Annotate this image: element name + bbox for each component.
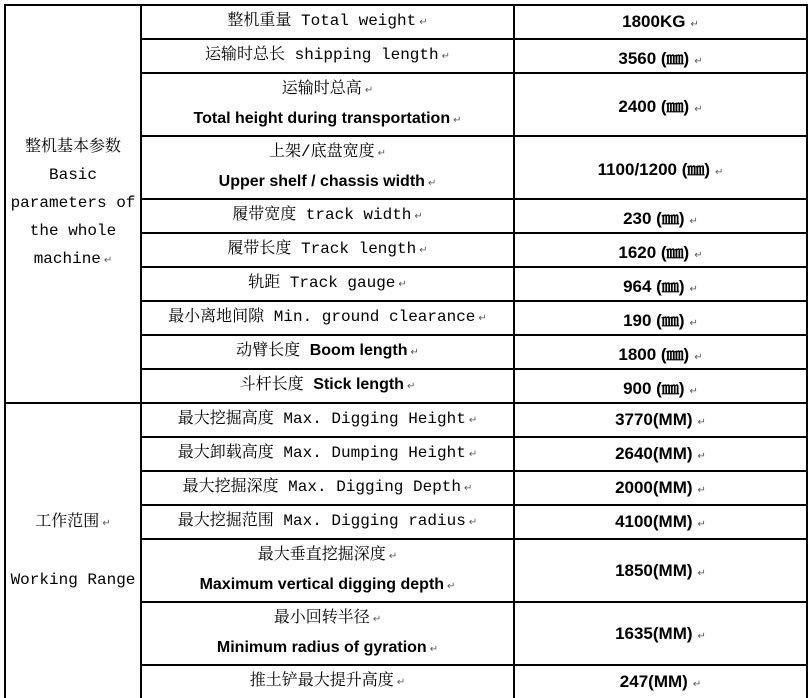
value-text: 1800KG [622, 12, 686, 31]
return-mark-icon: ↵ [103, 255, 113, 266]
category-label: parameters of [10, 194, 136, 212]
param-line [142, 138, 513, 168]
return-mark-icon: ↵ [697, 417, 706, 428]
value-cell [514, 136, 807, 199]
return-mark-icon: ↵ [398, 279, 407, 290]
return-mark-icon: ↵ [690, 19, 699, 30]
param-cell [141, 539, 514, 602]
param-cell [141, 403, 514, 437]
category-line [6, 189, 140, 217]
param-line [142, 571, 513, 601]
return-mark-icon: ↵ [689, 283, 698, 295]
param-line [142, 235, 513, 265]
param-line [142, 371, 513, 401]
param-text: Maximum vertical digging depth [199, 575, 445, 593]
param-text: 最大挖掘范围 Max. Digging radius [177, 512, 466, 530]
category-line [6, 161, 140, 189]
category-cell [5, 5, 141, 403]
value-text: 964 (㎜) [623, 276, 685, 296]
category-line [6, 133, 140, 161]
category-label [68, 543, 78, 561]
category-line [6, 566, 140, 594]
param-cell [141, 369, 514, 403]
value-cell [514, 301, 807, 335]
value-text: 230 (㎜) [623, 208, 685, 228]
value-cell [514, 403, 807, 437]
return-mark-icon: ↵ [697, 519, 706, 530]
return-mark-icon: ↵ [468, 415, 478, 426]
param-line [142, 105, 513, 135]
param-text: Boom length [309, 342, 408, 359]
param-line [142, 667, 513, 697]
category-label: Working Range [10, 571, 136, 589]
return-mark-icon: ↵ [414, 211, 423, 222]
param-cell [141, 73, 514, 136]
spec-row [5, 403, 807, 437]
category-label: the whole [29, 222, 117, 240]
value-text: 900 (㎜) [623, 378, 685, 398]
param-line [142, 604, 513, 634]
param-text: 最小离地间隙 Min. ground clearance [168, 308, 476, 326]
param-text: 整机重量 Total weight [227, 12, 417, 30]
value-cell [514, 199, 807, 233]
param-cell [141, 39, 514, 73]
return-mark-icon: ↵ [419, 245, 428, 256]
return-mark-icon: ↵ [694, 104, 703, 115]
value-cell [514, 335, 807, 369]
param-text: 运输时总高 [281, 79, 362, 98]
value-text: 190 (㎜) [623, 310, 685, 330]
category-line [6, 538, 140, 566]
return-mark-icon: ↵ [364, 84, 374, 96]
param-text: 履带长度 Track length [227, 240, 417, 258]
return-mark-icon: ↵ [388, 550, 398, 562]
value-cell [514, 665, 807, 698]
return-mark-icon: ↵ [453, 114, 462, 126]
value-text: 2640(MM) [615, 444, 693, 463]
return-mark-icon: ↵ [419, 17, 428, 28]
value-text: 2400 (㎜) [618, 97, 690, 116]
param-cell [141, 301, 514, 335]
category-label: 整机基本参数 [24, 138, 121, 156]
param-text: Minimum radius of gyration [216, 638, 427, 656]
param-line [142, 507, 513, 537]
param-cell [141, 665, 514, 698]
return-mark-icon: ↵ [468, 517, 478, 528]
value-text: 1635(MM) [615, 623, 693, 643]
param-cell [141, 136, 514, 199]
param-text: Upper shelf / chassis width [218, 172, 425, 190]
return-mark-icon: ↵ [427, 177, 437, 189]
value-cell [514, 602, 807, 665]
param-line [142, 201, 513, 231]
value-text: 3560 (㎜) [618, 48, 690, 68]
return-mark-icon: ↵ [429, 643, 439, 655]
value-text: 1850(MM) [615, 560, 693, 580]
value-text: 4100(MM) [615, 512, 693, 531]
value-cell [514, 39, 807, 73]
param-text: 最大卸载高度 Max. Dumping Height [177, 444, 466, 462]
value-text: 3770(MM) [615, 410, 693, 429]
param-line [142, 473, 513, 503]
param-line [142, 41, 513, 71]
value-cell [514, 233, 807, 267]
return-mark-icon: ↵ [694, 249, 703, 261]
value-text: 1620 (㎜) [618, 242, 690, 262]
param-line [142, 303, 513, 333]
spec-row [5, 5, 807, 39]
return-mark-icon: ↵ [697, 451, 706, 462]
category-label: machine [33, 250, 101, 268]
value-cell [514, 437, 807, 471]
value-cell [514, 471, 807, 505]
return-mark-icon: ↵ [406, 381, 416, 392]
return-mark-icon: ↵ [697, 630, 706, 642]
param-cell [141, 233, 514, 267]
return-mark-icon: ↵ [464, 483, 473, 494]
return-mark-icon: ↵ [447, 580, 456, 592]
value-text: 2000(MM) [615, 478, 693, 497]
category-label: 工作范围 [35, 513, 100, 531]
param-text: 运输时总长 shipping length [204, 46, 439, 64]
return-mark-icon: ↵ [715, 167, 724, 178]
param-line [142, 168, 513, 198]
return-mark-icon: ↵ [441, 51, 451, 62]
value-text: 1800 (㎜) [618, 344, 690, 364]
return-mark-icon: ↵ [372, 613, 382, 625]
param-line [142, 7, 513, 37]
return-mark-icon: ↵ [468, 449, 478, 460]
param-line [142, 439, 513, 469]
param-cell [141, 335, 514, 369]
category-line [6, 245, 140, 275]
value-cell [514, 267, 807, 301]
param-line [142, 541, 513, 571]
category-cell [5, 403, 141, 698]
return-mark-icon: ↵ [689, 215, 698, 227]
return-mark-icon: ↵ [694, 351, 703, 363]
spec-table [4, 4, 808, 698]
category-label: Basic [48, 166, 97, 184]
param-text: 推土铲最大提升高度 [249, 672, 394, 690]
param-line [142, 269, 513, 299]
param-text: 上架/底盘宽度 [269, 142, 375, 161]
return-mark-icon: ↵ [692, 679, 702, 690]
return-mark-icon: ↵ [102, 518, 111, 529]
category-line [6, 217, 140, 245]
value-cell [514, 369, 807, 403]
value-cell [514, 505, 807, 539]
value-cell [514, 539, 807, 602]
return-mark-icon: ↵ [377, 147, 386, 159]
param-text: 履带宽度 track width [232, 206, 412, 224]
param-line [142, 405, 513, 435]
return-mark-icon: ↵ [478, 313, 487, 324]
param-text: 最大垂直挖掘深度 [257, 545, 386, 564]
value-text: 1100/1200 (㎜) [597, 160, 711, 179]
param-text: 最大挖掘高度 Max. Digging Height [177, 410, 466, 428]
param-text: 最大挖掘深度 Max. Digging Depth [182, 478, 462, 496]
return-mark-icon: ↵ [396, 677, 406, 688]
return-mark-icon: ↵ [694, 55, 703, 67]
return-mark-icon: ↵ [410, 347, 419, 358]
param-text: 最小回转半径 [273, 608, 370, 627]
value-cell [514, 73, 807, 136]
param-cell [141, 267, 514, 301]
param-text: Total height during transportation [193, 109, 451, 127]
param-text: 斗杆长度 [239, 376, 314, 394]
param-line [142, 337, 513, 367]
return-mark-icon: ↵ [689, 385, 698, 397]
param-line [142, 75, 513, 105]
value-cell [514, 5, 807, 39]
param-text: 轨距 Track gauge [248, 274, 396, 292]
return-mark-icon: ↵ [697, 485, 706, 496]
param-cell [141, 471, 514, 505]
param-text: 动臂长度 [236, 342, 310, 360]
category-line [6, 508, 140, 538]
param-cell [141, 199, 514, 233]
return-mark-icon: ↵ [697, 567, 706, 579]
param-cell [141, 602, 514, 665]
param-line [142, 634, 513, 664]
param-cell [141, 437, 514, 471]
return-mark-icon: ↵ [689, 317, 698, 329]
param-cell [141, 505, 514, 539]
param-text: Stick length [313, 376, 404, 393]
param-cell [141, 5, 514, 39]
spec-table-body [5, 5, 807, 698]
value-text: 247(MM) [619, 672, 688, 691]
